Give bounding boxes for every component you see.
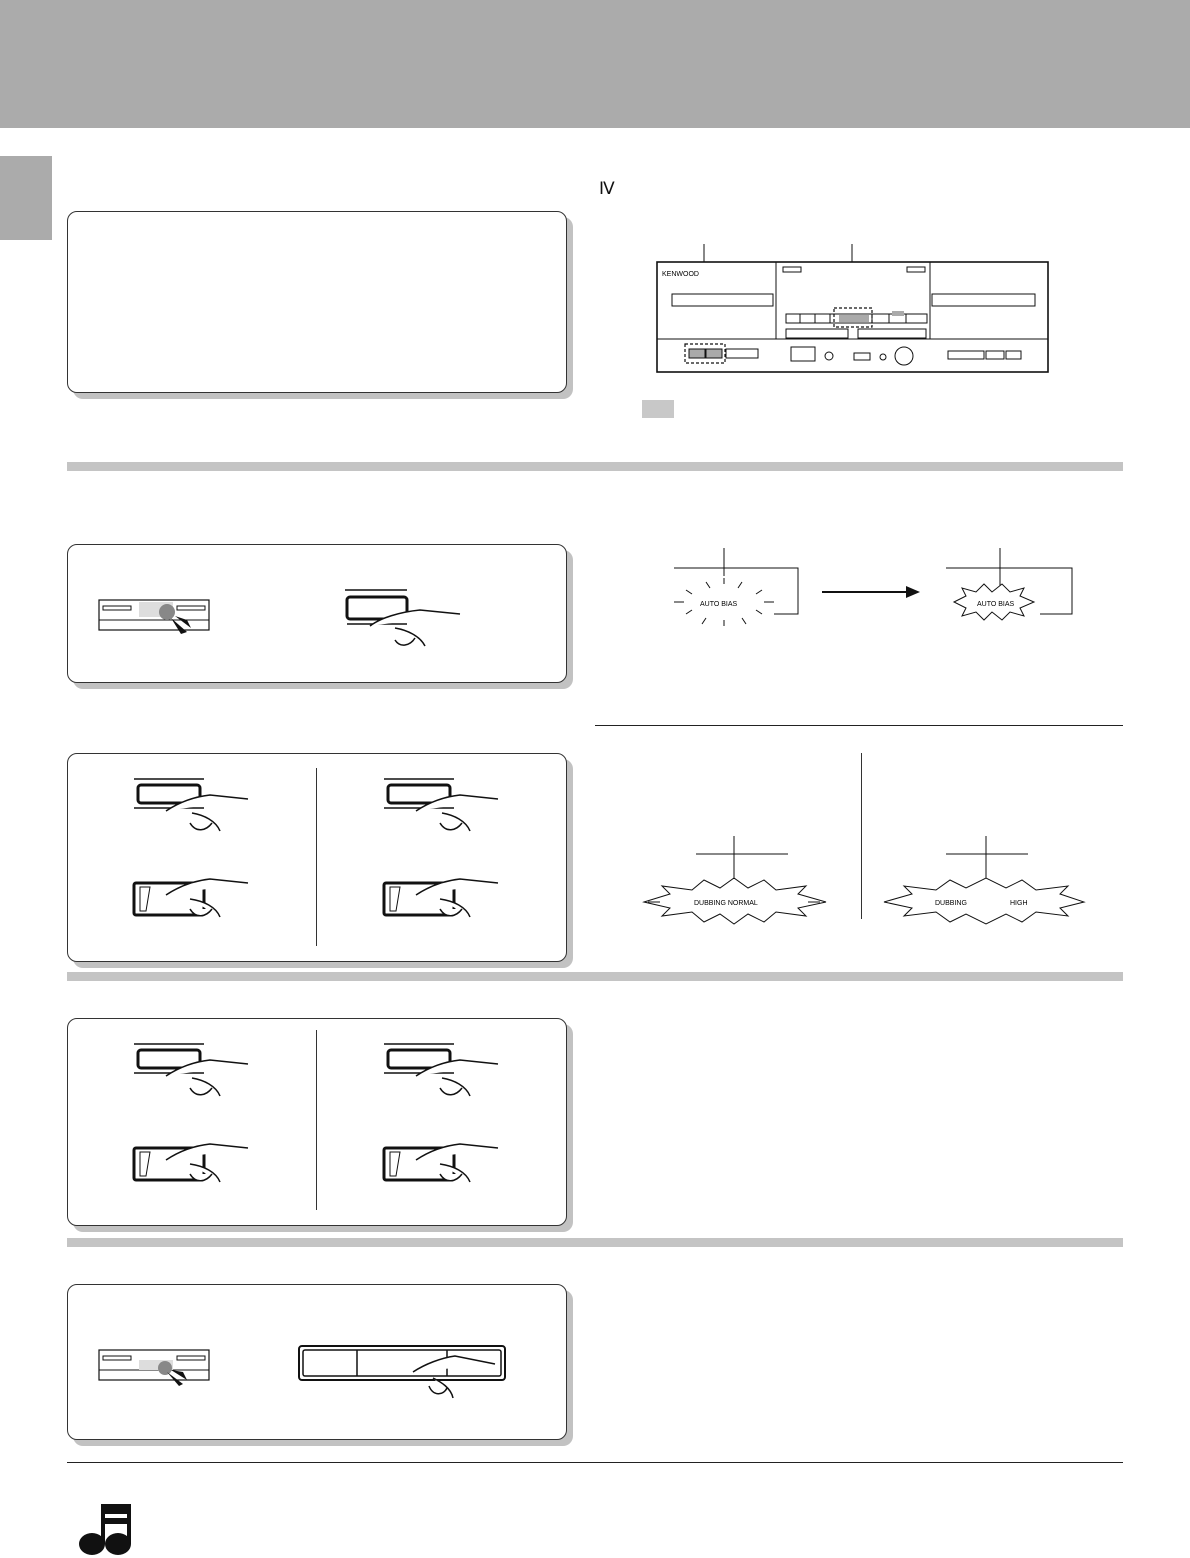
- start-dubbing-illustration: [95, 1320, 535, 1430]
- dubbing-high-label: DUBBING: [935, 900, 967, 907]
- auto-bias-display-sequence: [670, 548, 1090, 638]
- section-side-tab: [0, 156, 52, 240]
- column-divider-rule: [595, 725, 1123, 726]
- section-divider: [67, 1238, 1123, 1247]
- roman-numeral: Ⅳ: [599, 179, 615, 198]
- deck-brand-label: KENWOOD: [662, 271, 699, 278]
- button-press-bottom-right: [384, 1144, 498, 1182]
- speed-select-buttons-illustration: [120, 1040, 540, 1210]
- tape-select-buttons-illustration: [120, 775, 540, 945]
- dubbing-display-illustrations: [640, 830, 1090, 930]
- button-press-top-right: [384, 779, 498, 831]
- section-divider: [67, 972, 1123, 981]
- button-press-bottom-right: [384, 879, 498, 917]
- auto-bias-blinking-text: AUTO BIAS: [700, 601, 738, 608]
- deck-button-press-illustration: [95, 570, 535, 670]
- dubbing-normal-text: DUBBING NORMAL: [694, 900, 758, 907]
- dubbing-high-value: HIGH: [1010, 900, 1028, 907]
- footer-rule: [67, 1462, 1123, 1463]
- deck-front-panel-illustration: [640, 240, 1060, 380]
- section-divider: [67, 462, 1123, 471]
- auto-bias-steady-text: AUTO BIAS: [977, 601, 1015, 608]
- highlight-legend-swatch: [642, 400, 674, 418]
- button-press-bottom-left: [134, 879, 248, 917]
- button-press-top-right: [384, 1044, 498, 1096]
- music-note-icon: [78, 1500, 134, 1558]
- page-header-band: [0, 0, 1190, 128]
- button-press-top-left: [134, 1044, 248, 1096]
- button-press-top-left: [134, 779, 248, 831]
- button-press-bottom-left: [134, 1144, 248, 1182]
- intro-note-box: [67, 211, 567, 393]
